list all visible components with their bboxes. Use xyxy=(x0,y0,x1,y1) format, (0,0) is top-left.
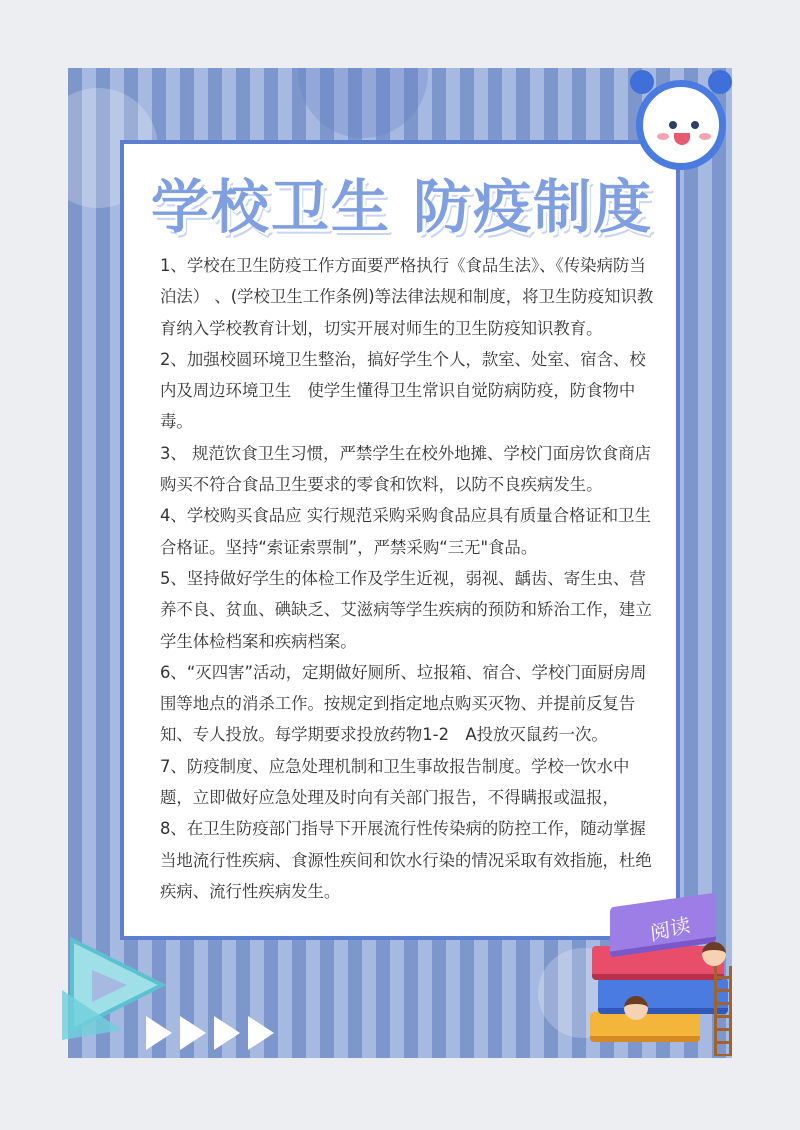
rule-paragraph: 6、“灭四害”活动，定期做好厕所、垃报箱、宿合、学校门面厨房周围等地点的消杀工作。按规定到指定地点购买灭物、并提前反复告知、专人投放。每学期要求投放药物1-2 A投放灭鼠药一次。 xyxy=(160,662,647,745)
rule-paragraph: 1、学校在卫生防疫工作方面要严格执行《食品生法》、《传染病防当泊法） 、(学校卫生工作条例)等法律法规和制度，将卫生防疫知识教育纳入学校教育计划，切实开展对师生的卫生防疫知识教育。 xyxy=(160,256,654,338)
book xyxy=(590,1012,700,1042)
books-icon xyxy=(590,896,740,1056)
rule-paragraph: 4、学校购买食品应 实行规范采购采购食品应具有质量合格证和卫生合格证。坚持“索证索票制”，严禁采购“三无"食品。 xyxy=(160,506,651,557)
page-title: 学校卫生 防疫制度 xyxy=(150,173,654,241)
play-arrows-icon xyxy=(146,1010,276,1056)
clock-eye xyxy=(691,121,699,129)
clock-eye xyxy=(669,121,677,129)
alarm-clock-icon xyxy=(624,64,736,176)
child-figure xyxy=(702,942,726,966)
child-figure xyxy=(624,996,648,1020)
clock-mouth xyxy=(674,133,690,145)
clock-bell xyxy=(708,70,732,94)
book-cover-text: 阅读 xyxy=(649,912,692,946)
rule-paragraph: 2、加强校圆环境卫生整治，搞好学生个人，款室、处室、宿含、校内及周边环境卫生 使学生懂得卫生常识自觉防病防疫，防食物中毒。 xyxy=(160,349,646,432)
rule-paragraph: 8、在卫生防疫部门指导下开展流行性传染病的防控工作，随动掌握当地流行性疾病、食源性疾间和饮水行染的情况采取有效指施，杜绝疾病、流行性疾病发生。 xyxy=(160,819,652,901)
clock-face xyxy=(636,80,726,170)
clock-cheek xyxy=(657,133,669,140)
rule-paragraph: 3、 规范饮食卫生习惯，严禁学生在校外地摊、学校门面房饮食商店购买不符合食品卫生要求的零食和饮料，以防不良疾病发生。 xyxy=(160,443,651,495)
decor-bubble xyxy=(298,68,428,138)
rules-text xyxy=(160,250,655,907)
book xyxy=(598,978,728,1014)
rule-paragraph: 7、防疫制度、应急处理机制和卫生事故报告制度。学校一饮水中题，立即做好应急处理及时向有关部门报告，不得瞒报或温报， xyxy=(160,756,630,808)
clock-cheek xyxy=(699,133,711,140)
rule-paragraph: 5、坚持做好学生的体检工作及学生近视，弱视、龋齿、寄生虫、营养不良、贫血、碘缺乏、艾滋病等学生疾病的预防和矫治工作，建立学生体检档案和疾病档案。 xyxy=(160,568,652,651)
ladder xyxy=(714,966,732,1056)
